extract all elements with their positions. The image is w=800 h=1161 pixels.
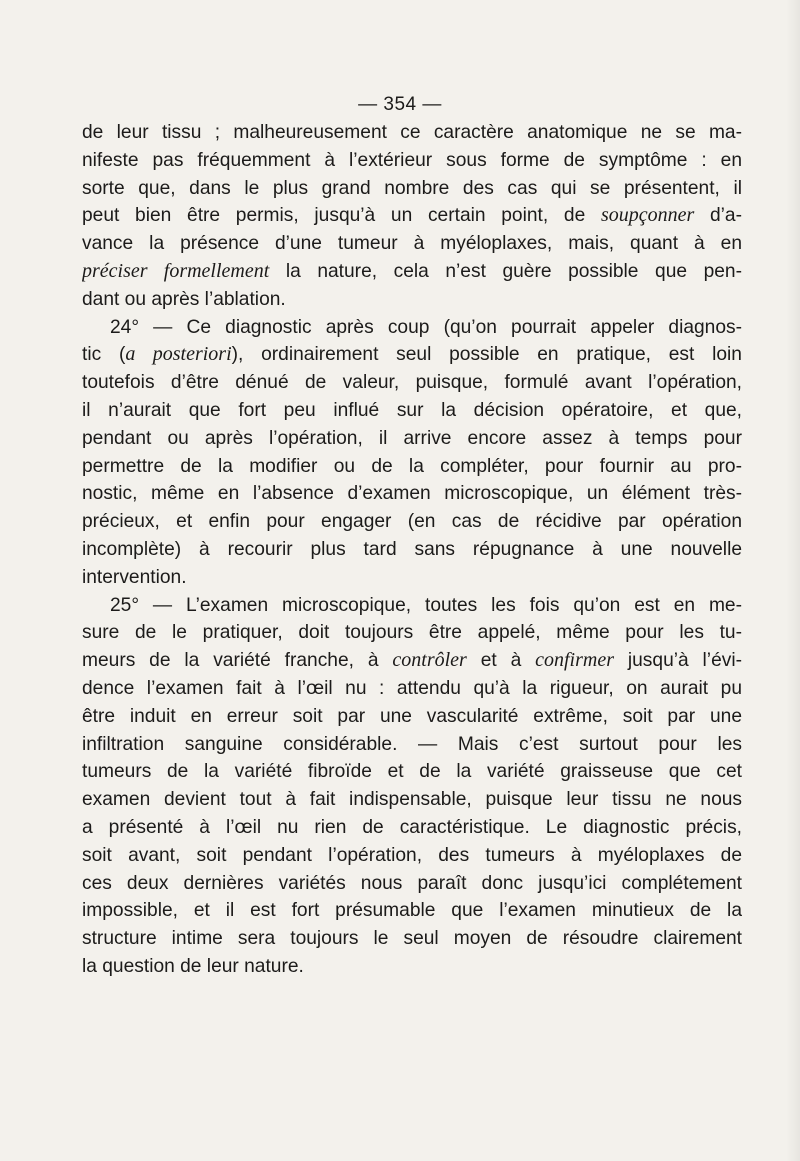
text-line-6-end: la nature, cela n’est guère possible que pen-: [269, 260, 742, 282]
emphasis-controler: contrôler: [392, 649, 467, 672]
text-line-26: a présenté à l’œil nu rien de caractéristique. Le diagnostic précis,: [82, 816, 742, 838]
text-line-18: 25° — L’examen microscopique, toutes les fois qu’on est en me-: [110, 594, 742, 616]
text-line-19: sure de le pratiquer, doit toujours être appelé, même pour les tu-: [82, 622, 742, 644]
text-line-4-start: peut bien être permis, jusqu’à un certain point, de: [82, 205, 601, 227]
text-line-7: dant ou après l’ablation.: [82, 288, 286, 310]
text-line-16: incomplète) à recourir plus tard sans répugnance à une nouvelle: [82, 538, 742, 560]
text-line-24: tumeurs de la variété fibroïde et de la variété graisseuse que cet: [82, 761, 742, 783]
text-line-28: ces deux dernières variétés nous paraît donc jusqu’ici complétement: [82, 872, 742, 894]
text-line-20-mid: et à: [466, 650, 536, 672]
text-line-9-paren: (: [118, 344, 126, 366]
text-line-15: précieux, et enfin pour engager (en cas de récidive par opération: [82, 511, 742, 533]
text-line-2: nifeste pas fréquemment à l’extérieur sous forme de symptôme : en: [82, 149, 742, 171]
text-line-9-end: ), ordinairement seul possible en pratique, est loin: [231, 344, 742, 366]
text-line-22: être induit en erreur soit par une vascularité extrême, soit par une: [82, 705, 742, 727]
text-line-1: de leur tissu ; malheureusement ce caractère anatomique ne se ma-: [82, 122, 742, 143]
text-line-9-start: tic: [82, 344, 119, 366]
text-line-12: pendant ou après l’opération, il arrive encore assez à temps pour: [82, 427, 742, 449]
emphasis-a-posteriori: a posteriori: [125, 343, 232, 366]
text-line-23: infiltration sanguine considérable. — Mais c’est surtout pour les: [82, 733, 742, 755]
emphasis-soupconner: soupçonner: [600, 204, 695, 227]
text-line-4-end: d’a-: [694, 205, 742, 227]
text-line-11: il n’aurait que fort peu influé sur la décision opératoire, et que,: [82, 399, 742, 421]
text-line-17: intervention.: [82, 566, 187, 588]
text-line-30: structure intime sera toujours le seul moyen de résoudre clairement: [82, 928, 742, 950]
text-line-25: examen devient tout à fait indispensable, puisque leur tissu ne nous: [82, 789, 742, 811]
emphasis-preciser-formellement: préciser formellement: [82, 259, 270, 282]
body-text: [82, 119, 742, 981]
page-number: — 354 —: [358, 94, 442, 115]
text-line-20: [82, 647, 742, 675]
text-line-5: vance la présence d’une tumeur à myéloplaxes, mais, quant à en: [82, 233, 742, 255]
text-line-9: [82, 341, 742, 369]
text-line-14: nostic, même en l’absence d’examen microscopique, un élément très-: [82, 483, 742, 505]
text-line-27: soit avant, soit pendant l’opération, des tumeurs à myéloplaxes de: [82, 844, 742, 866]
text-line-4: [82, 202, 742, 230]
text-line-8: 24° — Ce diagnostic après coup (qu’on pourrait appeler diagnos-: [110, 316, 742, 338]
text-line-20-start: meurs de la variété franche, à: [82, 650, 393, 672]
text-line-31: la question de leur nature.: [82, 955, 304, 977]
text-line-10: toutefois d’être dénué de valeur, puisque, formulé avant l’opération,: [82, 372, 742, 394]
text-line-13: permettre de la modifier ou de la compléter, pour fournir au pro-: [82, 455, 742, 477]
text-line-20-end: jusqu’à l’évi-: [614, 650, 742, 672]
text-line-3: sorte que, dans le plus grand nombre des cas qui se présentent, il: [82, 177, 742, 199]
text-line-29: impossible, et il est fort présumable que l’examen minutieux de la: [82, 900, 742, 922]
emphasis-confirmer: confirmer: [535, 649, 614, 672]
page-edge-shadow: [786, 0, 800, 1161]
text-line-6: [82, 258, 742, 286]
text-line-21: dence l’examen fait à l’œil nu : attendu qu’à la rigueur, on aurait pu: [82, 677, 742, 699]
